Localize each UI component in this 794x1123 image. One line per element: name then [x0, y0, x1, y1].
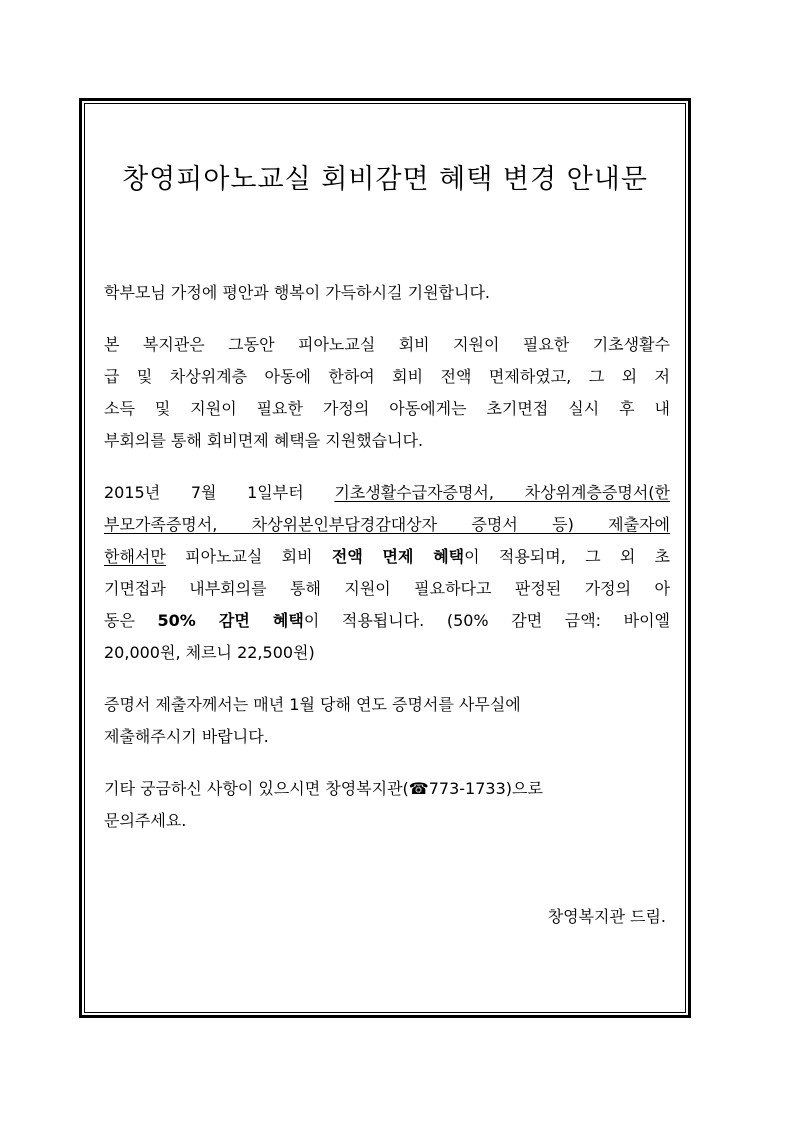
text-line: 문의주세요.	[104, 811, 187, 830]
required-certificates-text: 기초생활수급자증명서, 차상위계층증명서(한	[334, 483, 670, 502]
text-segment: 피아노교실 회비	[165, 547, 332, 566]
text-line: 부회의를 통해 회비면제 혜택을 지원했습니다.	[104, 431, 424, 450]
text-line: 제출해주시기 바랍니다.	[104, 727, 269, 746]
text-line: 소득 및 지원이 필요한 가정의 아동에게는 초기면접 실시 후 내	[104, 399, 670, 418]
text-line: 급 및 차상위계층 아동에 한하여 회비 전액 면제하였고, 그 외 저	[104, 367, 670, 386]
required-certificates-text: 부모가족증명서, 차상위본인부담경감대상자 증명서 등) 제출자에	[104, 515, 670, 534]
text-line	[104, 509, 670, 541]
notice-body	[104, 277, 670, 837]
effective-date-text: 2015년 7월 1일부터	[104, 483, 335, 502]
half-discount-text: 50% 감면 혜택	[157, 611, 304, 630]
contact-line: 기타 궁금하신 사항이 있으시면 창영복지관(☎773-1733)으로	[104, 779, 543, 798]
text-segment: 동은	[104, 611, 158, 630]
text-line	[104, 541, 670, 573]
notice-title: 창영피아노교실 회비감면 혜택 변경 안내문	[122, 164, 648, 195]
paragraph-program-history	[104, 329, 670, 457]
text-line	[104, 477, 670, 509]
signature: 창영복지관 드림.	[547, 907, 666, 926]
text-line: 기면접과 내부회의를 통해 지원이 필요하다고 판정된 가정의 아	[104, 579, 670, 598]
paragraph-submission	[104, 689, 670, 753]
paragraph-policy-change	[104, 477, 670, 669]
text-line	[104, 605, 670, 637]
text-segment: 이 적용됩니다. (50% 감면 금액: 바이엘	[303, 611, 671, 630]
fee-amounts-line: 20,000원, 체르니 22,500원)	[104, 643, 315, 662]
text-segment: 이 적용되며, 그 외 초	[464, 547, 671, 566]
required-certificates-text: 한해서만	[104, 547, 166, 566]
text-line: 증명서 제출자께서는 매년 1월 당해 연도 증명서를 사무실에	[104, 695, 521, 714]
text-line: 본 복지관은 그동안 피아노교실 회비 지원이 필요한 기초생활수	[104, 335, 670, 354]
paragraph-contact	[104, 773, 670, 837]
greeting-line: 학부모님 가정에 평안과 행복이 가득하시길 기원합니다.	[104, 283, 491, 302]
full-exemption-text: 전액 면제 혜택	[331, 547, 465, 566]
